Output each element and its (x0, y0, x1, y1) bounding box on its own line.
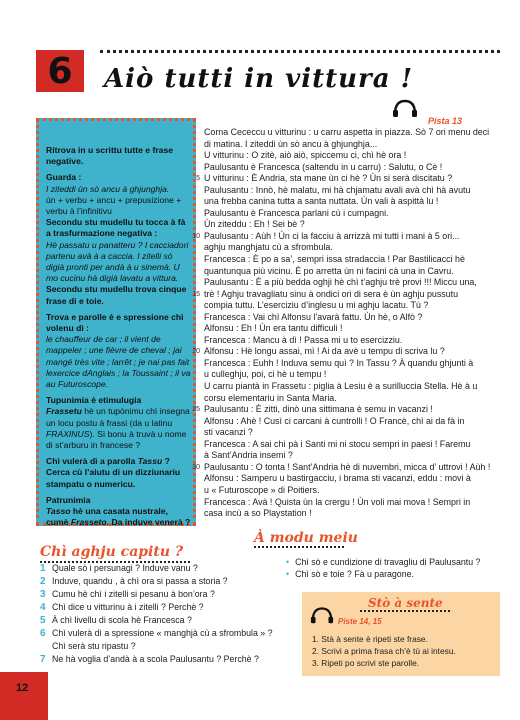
page-title: Aiò tutti in vittura ! (104, 64, 414, 94)
dialogue-line (202, 323, 502, 335)
exercise-box-text (46, 145, 192, 534)
trova-items: le chauffeur de car ; il vient de mappeler ; une fièvre de cheval ; jai mangé très vite ; larrêt ; je nai pas fait lexercice dAnglais ; la Toussaint ; il va au Futuroscope. (46, 334, 191, 390)
dialogue-line (202, 335, 502, 347)
dialogue-line (192, 346, 502, 358)
headphones-icon (392, 98, 418, 118)
question-number: 5 (40, 615, 46, 626)
question-text: Chì serà stu ripastu ? (52, 641, 136, 651)
section-title-a-modu-meiu: À modu meiu (254, 530, 358, 546)
dialogue-text-line: u culleghju, poi, ci hè u tempu ! (204, 369, 327, 380)
tuponimia-label: Tupunimia è etimulugia (46, 395, 142, 406)
chapter-number: 6 (36, 50, 84, 92)
question-item (40, 614, 290, 627)
dialogue-line (202, 127, 502, 139)
dialogue-line (202, 508, 502, 520)
questions-list (40, 562, 290, 666)
dialogue-line (202, 219, 502, 231)
dialogue-text-line: Paulusantu : Innò, hè malatu, mi hà chjamatu avali avà chì hà avutu (204, 184, 471, 195)
question-text: Chì vulerà dì a spressione « manghjà cù a sfrombula » ? (52, 628, 273, 638)
dialogue-line (202, 393, 502, 405)
a-modu-meiu-item: • Chì sò e toie ? Fà u paragone. (286, 568, 486, 580)
question-item (40, 601, 290, 614)
patrunimia-question: . Da induve venerà ? (106, 517, 191, 528)
tuponimia-word: Frassetu (46, 406, 82, 417)
dialogue-line (192, 404, 502, 416)
dialogue-line (196, 173, 502, 185)
second-model-label: Secondu stu mudellu tu tocca à fà a trasfurmazione negativa : (46, 217, 186, 239)
patrunimia-label: Patrunimia (46, 494, 91, 505)
dialogue-text-line: Francesca : Mancu à dì ! Passa mi u to esercizziu. (204, 334, 403, 345)
question-number: 4 (40, 602, 46, 613)
dialogue-text-line: compia tuttu. L’eserciziu d’inglesu u mi aghju lacatu. Tù ? (204, 300, 429, 311)
page-number-tab (0, 672, 48, 720)
dialogue-text-line: casa incù a so Playstation ! (204, 508, 312, 519)
guarda-label: Guarda : (46, 172, 82, 183)
dialogue-text-line: di matina. I ziteddi ùn sò ancu à ghjunghja... (204, 138, 378, 149)
dialogue-text-line: trè ! Aghju travagliatu sinu à ondici ori di sera è ùn aghju pussutu (204, 288, 459, 299)
a-modu-meiu-item: • Chì sò e cundizione di travagliu di Paulusantu ? (286, 556, 486, 568)
dialogue-text-line: Corna Cececcu u vitturinu : u carru aspetta in piazza. Sò 7 ori menu deci (204, 127, 490, 137)
dialogue-line (202, 450, 502, 462)
patrunimia-text: hè una casata nustrale, cumè (46, 506, 168, 528)
patrunimia-word: Tasso (46, 506, 71, 517)
question-item (40, 627, 290, 640)
dialogue-text-line: Paulusantu : Aùh ! Ùn ci la facciu à arrizzà mi tutti i mani à 5 ori... (204, 230, 460, 241)
question-item (40, 640, 290, 653)
livellu-question-2: ? Cerca cù l’aiutu di un dizziunariu stampatu o numericu. (46, 456, 181, 489)
dialogue-text-line: Francesca : Vai chì Alfonsu l’avarà fattu. Ùn hè, o Alfò ? (204, 311, 423, 322)
guarda-rule: ùn + verbu + ancu + prepusizione + verbu à l’infinitivu (46, 194, 182, 217)
question-text: Chì dice u vitturinu à i zitelli ? Perchè ? (52, 602, 204, 612)
dialogue-line (192, 230, 502, 243)
listening-list (312, 633, 496, 669)
dialogue-text-line: Ùn ziteddu : Eh ! Sei bè ? (204, 219, 305, 230)
dialogue-line (202, 312, 502, 324)
tuponimia-latin: FRAXINUS (46, 428, 90, 439)
line-number: 25 (192, 406, 200, 414)
listening-item: 3. Ripeti po scrivi ste parolle. (312, 658, 420, 668)
dialogue-text-line: Paulusantu è Francesca (saltendu in u carru) : Salutu, o Cè ! (204, 161, 443, 172)
dialogue-text-line: Paulusantu : O tonta ! Sant’Andria hè di nuvembri, micca d’ uttrovi ! Aùh ! (204, 461, 491, 472)
dialogue-line (202, 242, 502, 254)
question-number: 6 (40, 628, 46, 639)
question-item (40, 653, 290, 666)
dialogue-text-line: Alfonsu : Eh ! Ùn era tantu difficuli ! (204, 323, 343, 334)
sto-a-sente-dotted-rule (360, 610, 450, 612)
dialogue-line (202, 473, 502, 485)
question-text: Induve, quandu , à chì ora si passa a storia ? (52, 576, 228, 586)
listening-item: 2. Scrivi a prima frasa ch’è tù ai intesu. (312, 646, 456, 656)
dialogue-line (202, 208, 502, 220)
dialogue-text-line: corsu elementariu in Santa Maria. (204, 392, 337, 403)
livellu-question: Chì vulerà dì a parolla (46, 456, 138, 467)
line-number: 15 (192, 290, 200, 298)
question-item (40, 562, 290, 575)
question-number: 3 (40, 589, 46, 600)
dialogue-line (192, 461, 502, 474)
dialogue-line (202, 162, 502, 174)
question-text: Quale sò i persunagi ? Induve vanu ? (52, 563, 198, 573)
question-number: 1 (40, 563, 46, 574)
line-number: 10 (192, 232, 200, 240)
dialogue-line (202, 300, 502, 312)
dialogue-text-line: Paulusantu : È zitti, dinò una sittimana è semu in vacanzi ! (204, 404, 433, 415)
dialogue-line (192, 288, 502, 301)
question-item (40, 575, 290, 588)
listening-item: 1. Stà à sente è ripeti ste frase. (312, 634, 428, 644)
dialogue-text-line: à Sant’Andria insemi ? (204, 450, 293, 461)
section-title-sto-a-sente: Stò à sente (368, 596, 443, 610)
dialogue-text-line: Francesca : A sai chì pà i Santi mi ni stocu sempri in paesi ! Faremu (204, 438, 471, 449)
dialogue-line (202, 497, 502, 509)
tuponimia-question: ). Sì bonu à truvà u nome di st’arburu in francese ? (46, 428, 187, 451)
question-text: Ne hà voglia d’andà à a scola Paulusantu ? Perchè ? (52, 654, 259, 664)
dialogue-text-line: quantunqua più vicinu. È po arretta ùn ni facini cà una in Cavru. (204, 265, 454, 276)
piste-label: Piste 14, 15 (338, 617, 382, 626)
dialogue-line (202, 266, 502, 278)
dialogue-line (202, 381, 502, 393)
line-number: 20 (192, 348, 200, 356)
dialogue-text-line: Francesca : Euhh ! Induva semu quì ? In Tassu ? À quandu ghjunti à (204, 357, 474, 368)
dialogue-line (202, 254, 502, 266)
dialogue-line (202, 150, 502, 162)
headphones-icon (310, 605, 334, 625)
dialogue-line (202, 277, 502, 289)
dialogue-text-line: aghju manghjatu cù a sfrombula. (204, 242, 333, 253)
question-text: À chì livellu di scola hè Francesca ? (52, 615, 192, 625)
dialogue-text-line: Alfonsu : Samperu u bastirgacciu, i brama sti vacanzi, eddu : movi à (204, 473, 471, 484)
question-text: Cumu hè chì i zitelli si pesanu à bon’ora ? (52, 589, 215, 599)
dialogue-line (202, 185, 502, 197)
pista-label: Pista 13 (428, 116, 463, 126)
dialogue-line (202, 358, 502, 370)
guarda-example: I ziteddi ùn sò ancu à ghjunghja. (46, 183, 170, 194)
dialogue-line (202, 427, 502, 439)
exercise-heading: Ritrova in u scrittu tutte e frase negative. (46, 145, 174, 167)
page-number: 12 (16, 682, 29, 694)
dialogue-text-line: Francesca : Avà ! Quista ùn la crergu ! Ùn voli mai mova ! Sempri in (204, 496, 471, 507)
dialogue-line (202, 196, 502, 208)
dialogue-line (202, 369, 502, 381)
a-modu-meiu-list (286, 556, 486, 580)
dialogue-text-line: Francesca : È po a sa’, sempri issa stradaccia ! Par Bastilicacci hè (204, 254, 465, 265)
patrunimia-word-2: Frasseto (70, 517, 107, 528)
trova-label: Trova e parolle è e spressione chì volenu dì : (46, 311, 184, 334)
dialogue-text-line: U vitturinu : È Andria, sta mane ùn ci hè ? Ùn si serà discitatu ? (204, 173, 453, 184)
dialogue-line (202, 485, 502, 497)
model-five-instruction: Secondu stu mudellu trova cinque frase di e toie. (46, 284, 187, 306)
line-number: 5 (196, 175, 200, 183)
dialogue-text-line: Paulusantu : È a più bedda oghji hè chì t’aghju trè provi !!! Miccu una, (204, 277, 477, 288)
dialogue-text-line: Alfonsu : Hè longu assai, mì ! Ai da avè u tempu di scriva lu ? (204, 346, 445, 357)
tuponimia-text: hè un tupònimu chì insegna un locu postu à frassi (da u latinu (46, 406, 190, 428)
question-item (40, 588, 290, 601)
dialogue-text (192, 127, 502, 520)
dialogue-line (202, 416, 502, 428)
dialogue-text-line: u « Futuroscope » di Poitiers. (204, 484, 320, 495)
line-number: 30 (192, 463, 200, 471)
dialogue-line (202, 139, 502, 151)
dialogue-line (202, 439, 502, 451)
dialogue-text-line: U vitturinu : O zitè, aiò aiò, spiccemu ci, chì hè ora ! (204, 150, 407, 161)
dialogue-text-line: Alfonsu : Ahè ! Cusì ci carcani à cuntrolli ! O Francè, chì ai da fà in (204, 415, 465, 426)
a-modu-meiu-dotted-rule (254, 546, 344, 548)
dialogue-text-line: una frebba canina tutta a santa nuttata. Ùn vali à aspittà lu ! (204, 196, 439, 207)
header-dotted-rule (100, 50, 500, 53)
livellu-word: Tassu (137, 456, 163, 467)
question-number: 2 (40, 576, 46, 587)
second-model-examples: Hè passatu u panatteru ? I cacciadori partenu avà à a caccia. I zitelli sò digià pronti per andà à u sinemà. U mo cucinu hà digià lavatu a vittura. (46, 239, 189, 284)
dialogue-text-line: Paulusantu è Francesca parlani cù i cumpagni. (204, 207, 389, 218)
section-title-questions: Chì aghju capitu ? (40, 544, 184, 560)
dialogue-text-line: sti vacanzi ? (204, 427, 253, 438)
dialogue-text-line: U carru piantà in Frassetu : piglia à Lesiu è a surilluccia Stella. Hè à u (204, 381, 478, 392)
question-number: 7 (40, 654, 46, 665)
